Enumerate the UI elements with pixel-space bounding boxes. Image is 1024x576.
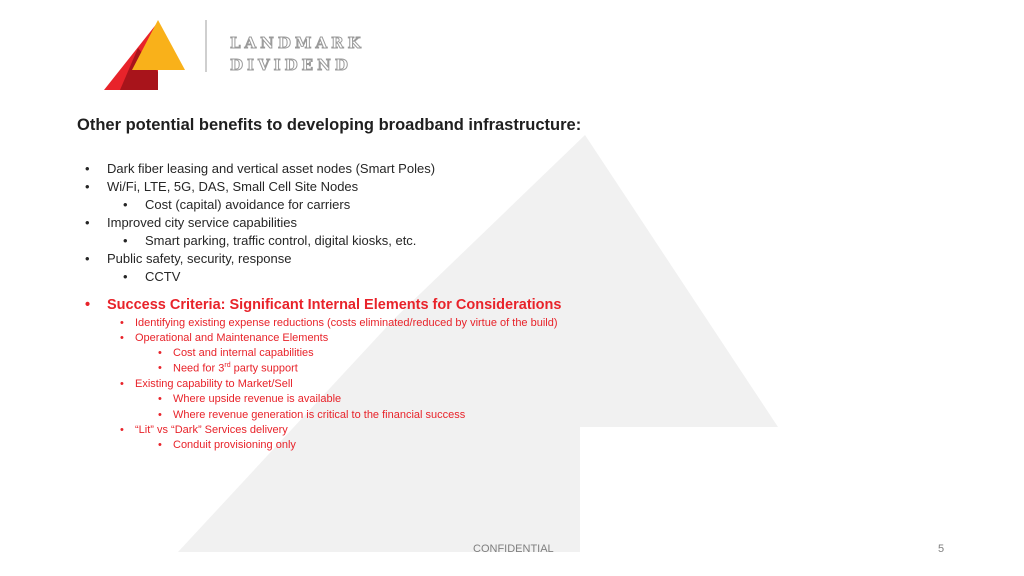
logo-text-dividend: DIVIDEND — [230, 56, 352, 74]
page-title: Other potential benefits to developing broadband infrastructure: — [77, 116, 582, 134]
list-item-text-post: party support — [230, 362, 298, 375]
bullet-icon: • — [123, 197, 128, 212]
list-item-text: Dark fiber leasing and vertical asset nodes (Smart Poles) — [107, 161, 436, 176]
list-item-text: Wi/Fi, LTE, 5G, DAS, Small Cell Site Nodes — [107, 179, 359, 194]
list-item-text: Cost and internal capabilities — [173, 347, 314, 359]
bullet-icon: • — [120, 332, 124, 344]
list-item-text: Existing capability to Market/Sell — [135, 378, 293, 390]
bullet-icon: • — [158, 393, 162, 405]
bullet-icon: • — [158, 362, 162, 374]
page-number: 5 — [938, 543, 945, 555]
list-item — [120, 424, 288, 436]
list-item-text: Smart parking, traffic control, digital kiosks, etc. — [145, 233, 417, 248]
list-item — [120, 332, 329, 344]
list-item-text: Improved city service capabilities — [107, 215, 298, 230]
list-item — [123, 233, 417, 248]
list-item-text: Where revenue generation is critical to the financial success — [173, 409, 466, 421]
success-criteria-title — [85, 297, 562, 313]
superscript-rd: rd — [224, 362, 231, 369]
bullet-icon: • — [158, 347, 162, 359]
list-item — [85, 179, 359, 194]
bullet-icon: • — [120, 424, 124, 436]
logo-mark-icon — [100, 16, 190, 94]
bullet-icon: • — [85, 161, 90, 176]
bullet-icon: • — [123, 233, 128, 248]
list-item-text: Conduit provisioning only — [173, 439, 296, 451]
list-item — [120, 317, 558, 329]
list-item-text: “Lit” vs “Dark” Services delivery — [135, 424, 288, 436]
list-item-text: Identifying existing expense reductions (costs eliminated/reduced by virtue of the build) — [135, 317, 558, 329]
list-item — [158, 362, 298, 375]
logo-divider — [205, 20, 207, 72]
bullet-icon: • — [158, 409, 162, 421]
bullet-icon: • — [123, 269, 128, 284]
list-item — [123, 269, 181, 284]
list-item — [123, 197, 351, 212]
list-item-text-pre: Need for 3 — [173, 362, 225, 375]
bullet-icon: • — [85, 251, 90, 266]
list-item-text: Public safety, security, response — [107, 251, 292, 266]
list-item — [85, 251, 292, 266]
bullet-icon: • — [85, 179, 90, 194]
success-criteria-title-text: Success Criteria: Significant Internal Elements for Considerations — [107, 297, 562, 313]
list-item — [158, 409, 466, 421]
list-item — [85, 215, 298, 230]
list-item — [158, 439, 296, 451]
list-item-text: CCTV — [145, 269, 181, 284]
bullet-icon: • — [85, 297, 91, 313]
bullet-icon: • — [120, 317, 124, 329]
list-item-text: Cost (capital) avoidance for carriers — [145, 197, 351, 212]
list-item — [120, 378, 293, 390]
bullet-icon: • — [85, 215, 90, 230]
list-item-text: Where upside revenue is available — [173, 393, 342, 405]
bullet-icon: • — [120, 378, 124, 390]
list-item-text: Operational and Maintenance Elements — [135, 332, 329, 344]
list-item — [158, 347, 314, 359]
list-item — [85, 161, 436, 176]
logo-text-landmark: LANDMARK — [230, 34, 365, 52]
bullet-icon: • — [158, 439, 162, 451]
list-item — [158, 393, 342, 405]
confidential-label: CONFIDENTIAL — [473, 543, 554, 555]
